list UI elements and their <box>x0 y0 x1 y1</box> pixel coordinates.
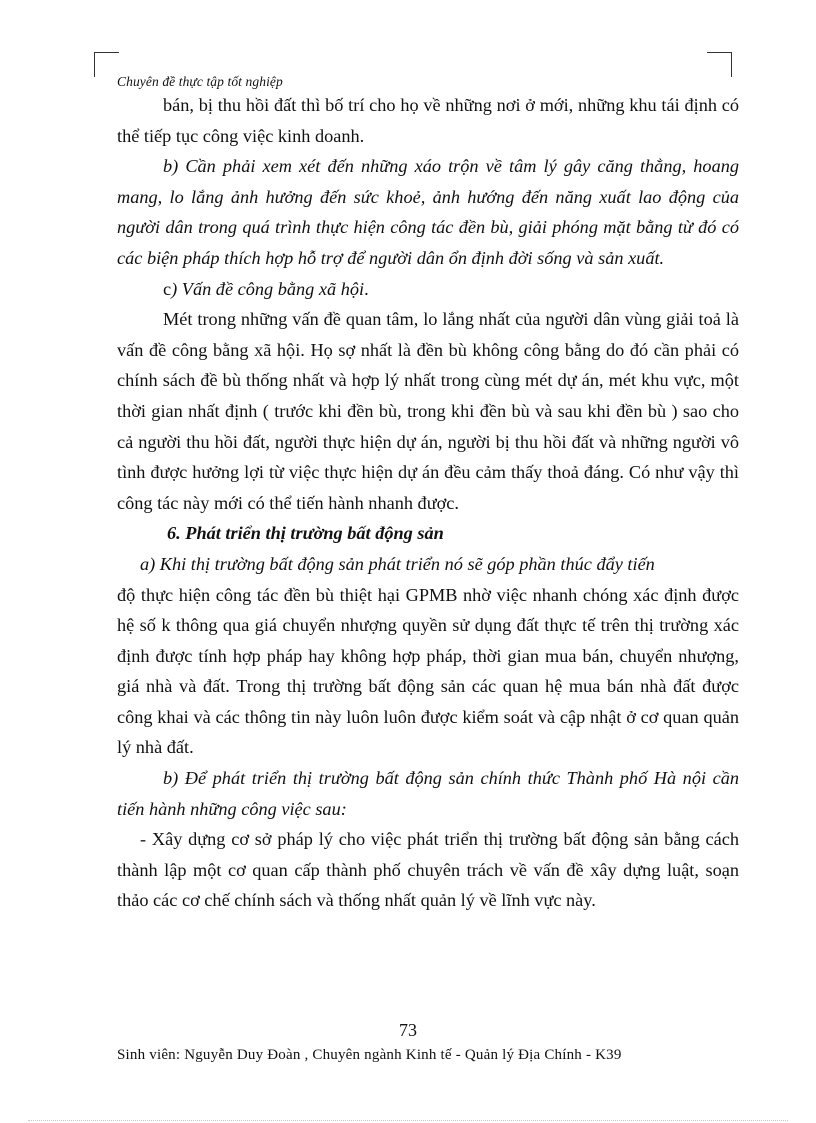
paragraph-b-psychology: b) Cần phải xem xét đến những xáo trộn về tâm lý gây căng thẳng, hoang mang, lo lắng ảnh hưởng đến sức khoẻ, ảnh hướng đến năng xuất lao động của người dân trong quá trình thực hiện công tác đền bù, giải phóng mặt bằng từ đó có các biện pháp thích hợp hỗ trợ để người dân ổn định đời sống và sản xuất. <box>117 156 739 268</box>
paragraph-continuation: bán, bị thu hồi đất thì bố trí cho họ về những nơi ở mới, những khu tái định có thể tiếp tục công việc kinh doanh. <box>117 95 739 146</box>
section-heading-6: 6. Phát triển thị trường bất động sản <box>167 523 444 544</box>
paragraph-social-equity: Mét trong những vấn đề quan tâm, lo lắng nhất của người dân vùng giải toả là vấn đề công bằng xã hội. Họ sợ nhất là đền bù không công bằng do đó cần phải có chính sách đề bù thống nhất và hợp lý nhất trong cùng mét dự án, mét khu vực, một thời gian nhất định ( trước khi đền bù, trong khi đền bù và sau khi đền bù ) sao cho cả người thu hồi đất, người thực hiện dự án, người bị thu hồi đất và những người vô tình được hưởng lợi từ việc thực hiện dự án đều cảm thấy thoả đáng. Có như vậy thì công tác này mới có thể tiến hành nhanh được. <box>117 309 739 513</box>
footer-student-line: Sinh viên: Nguyễn Duy Đoàn , Chuyên ngành Kinh tế - Quản lý Địa Chính - K39 <box>117 1047 622 1063</box>
paragraph-a-body: độ thực hiện công tác đền bù thiệt hại GPMB nhờ việc nhanh chóng xác định được hệ số k thông qua giá chuyển nhượng quyền sử dụng đất thực tế trên thị trường xác định được tính hợp pháp hay không hợp pháp, thời gian mua bán, chuyển nhượng, giá nhà và đất. Trong thị trường bất động sản các quan hệ mua bán nhà đất được công khai và các thông tin này luôn luôn được kiểm soát và cập nhật ở cơ quan quản lý nhà đất. <box>117 584 739 758</box>
paragraph-c-heading <box>117 274 739 305</box>
bullet-legal-basis: - Xây dựng cơ sở pháp lý cho việc phát triển thị trường bất động sản bằng cách thành lập một cơ quan cấp thành phố chuyên trách về vấn đề xây dựng luật, soạn thảo các cơ chế chính sách và thống nhất quản lý về lĩnh vực này. <box>117 829 739 911</box>
page-bottom-dotted-edge <box>28 1120 788 1121</box>
crop-mark-top-right <box>707 52 732 77</box>
crop-mark-top-left <box>94 52 119 77</box>
paragraph-a-italic-lead: a) Khi thị trường bất động sản phát triển nó sẽ góp phần thúc đẩy tiến <box>140 553 655 574</box>
paragraph-b-hanoi: b) Để phát triển thị trường bất động sản chính thức Thành phố Hà nội cần tiến hành những công việc sau: <box>117 768 739 819</box>
c-period: . <box>364 278 369 299</box>
c-label: c <box>163 278 172 299</box>
page-number: 73 <box>399 1020 417 1040</box>
running-header: Chuyên đề thực tập tốt nghiệp <box>117 74 283 89</box>
c-title: ) Vấn đề công bằng xã hội <box>171 278 365 299</box>
body-text <box>117 90 739 916</box>
